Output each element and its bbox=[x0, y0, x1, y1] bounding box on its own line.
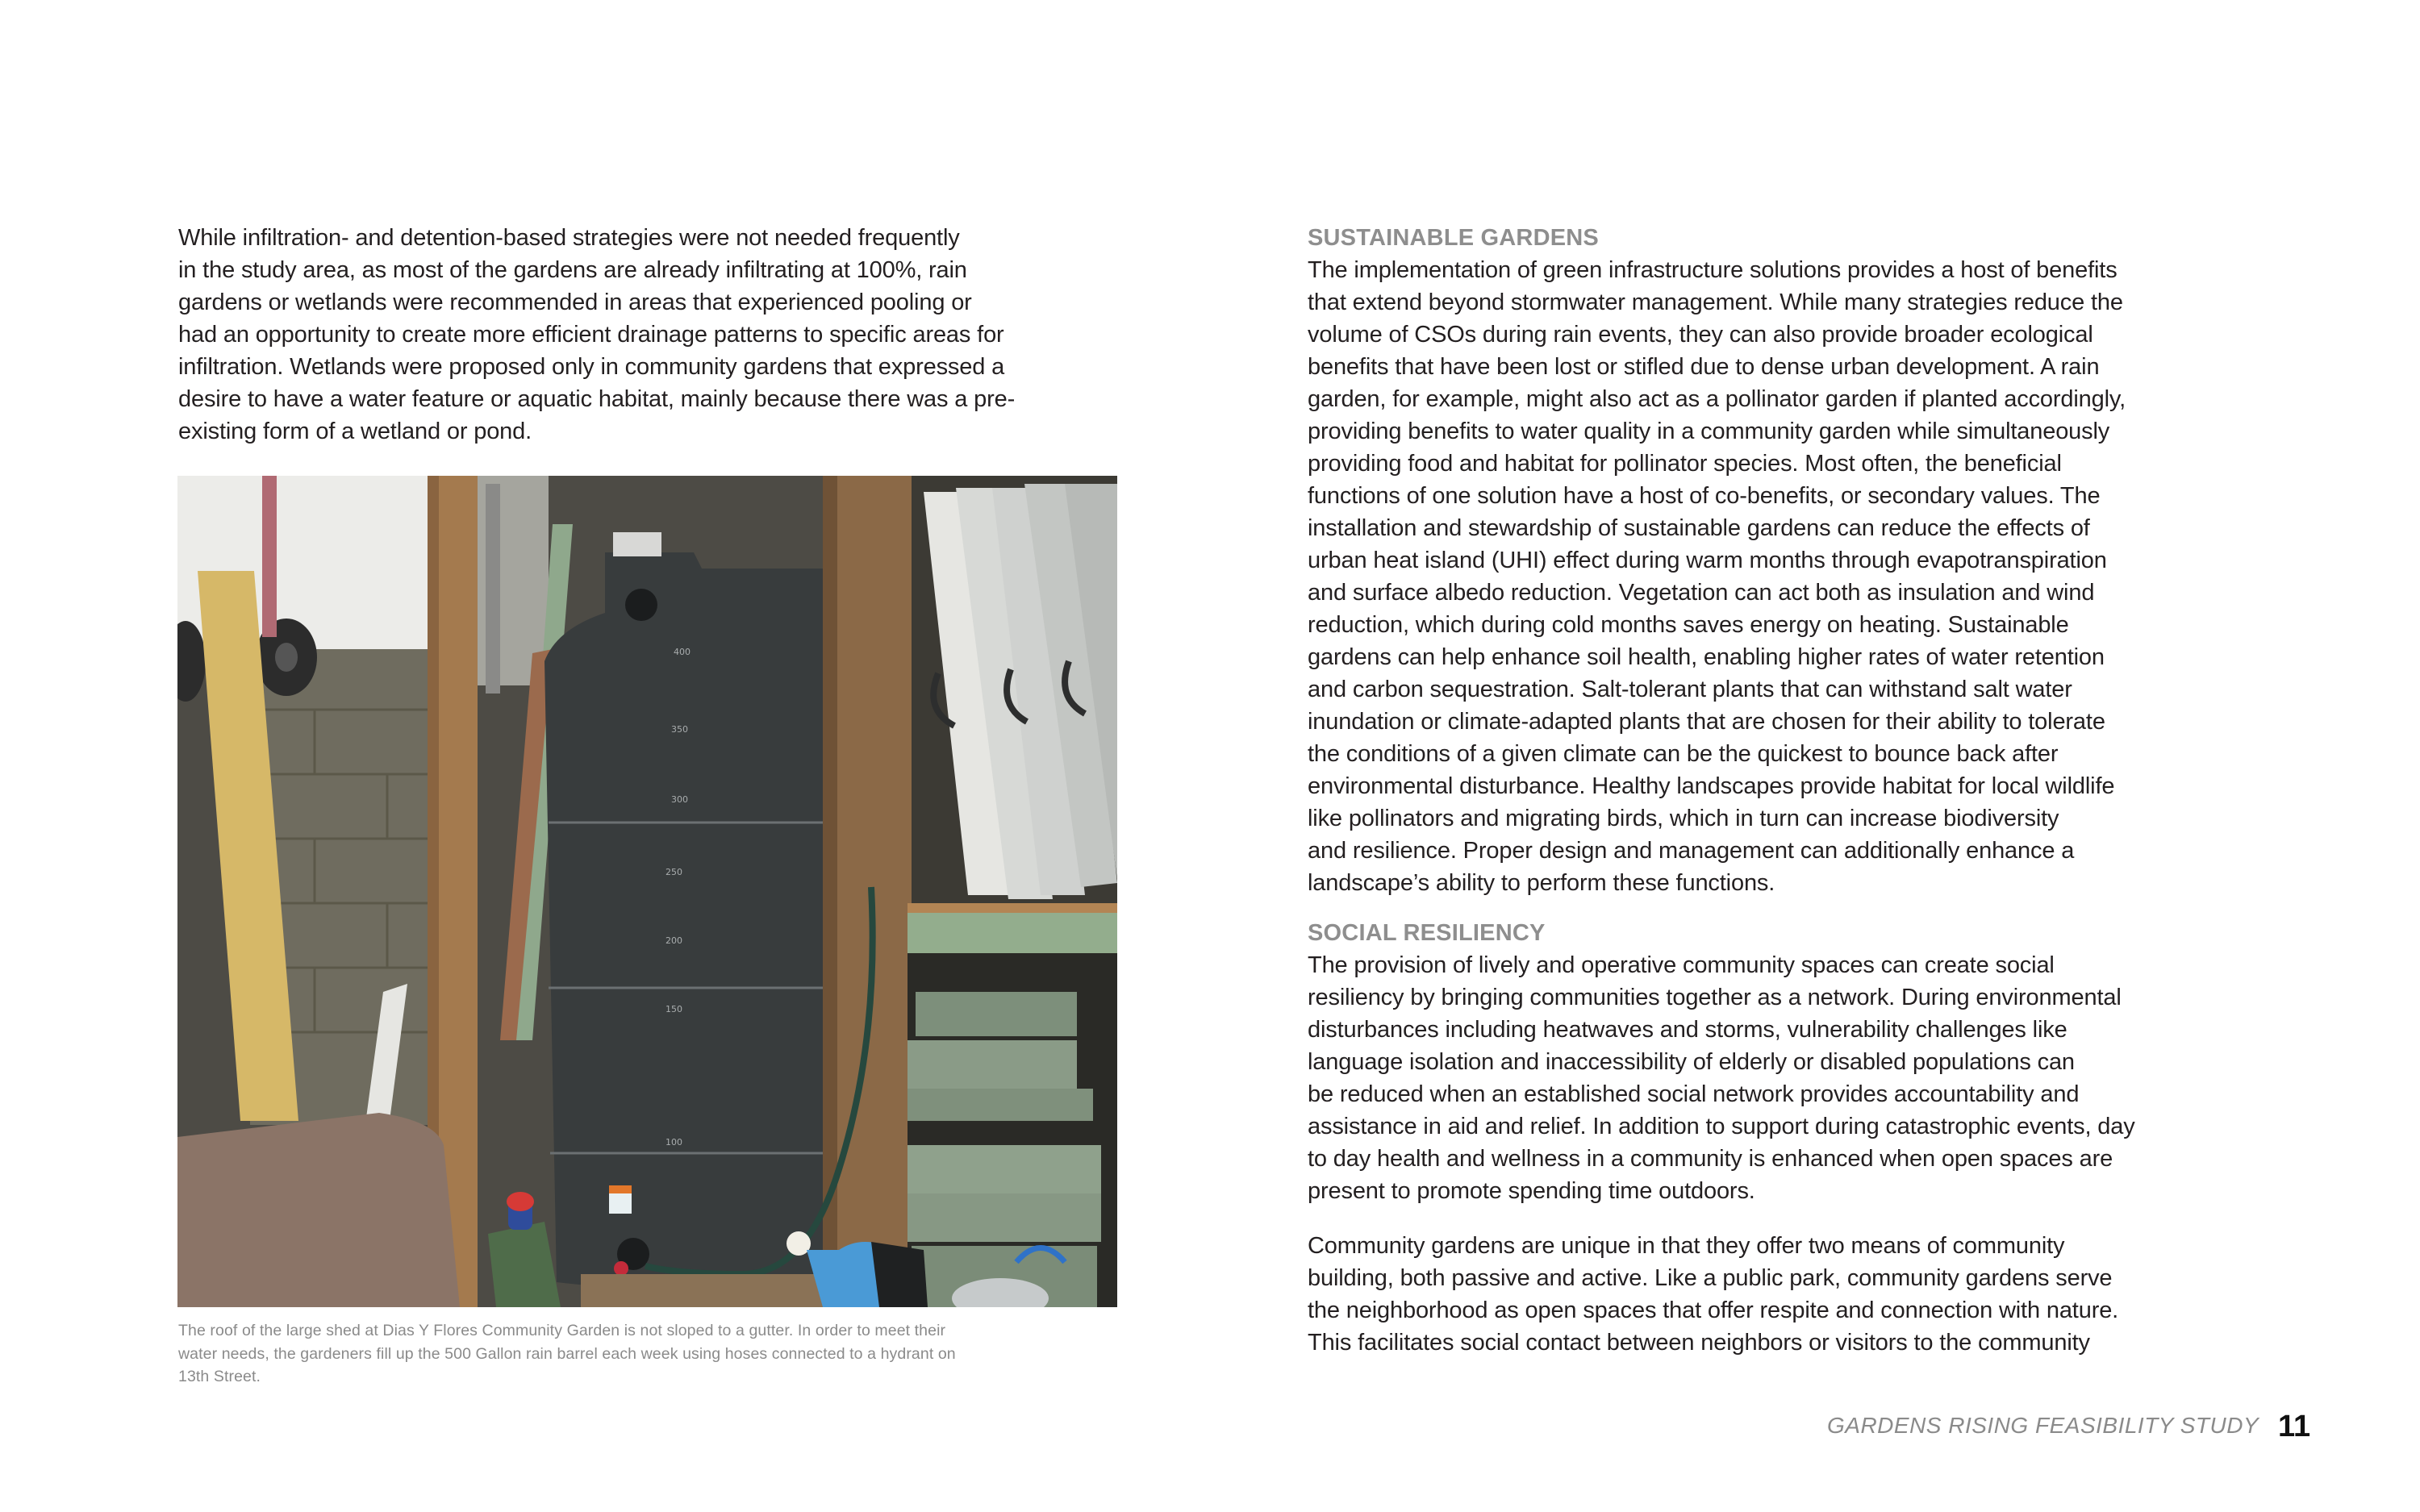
strap bbox=[262, 476, 277, 637]
text-line: landscape’s ability to perform these functions. bbox=[1308, 870, 1775, 896]
caption-line: water needs, the gardeners fill up the 500 Gallon rain barrel each week using hoses connected to a hydrant on bbox=[178, 1344, 956, 1363]
green-crates bbox=[908, 953, 1117, 1307]
text-line: environmental disturbance. Healthy landscapes provide habitat for local wildlife bbox=[1308, 773, 2115, 799]
paragraph bbox=[1308, 254, 2292, 899]
text-line: existing form of a wetland or pond. bbox=[178, 419, 532, 444]
text-line: urban heat island (UHI) effect during warm months through evapotranspiration bbox=[1308, 548, 2107, 573]
tank-marking: 100 bbox=[666, 1137, 682, 1148]
tank-marking: 250 bbox=[666, 867, 682, 877]
shelf-board bbox=[908, 903, 1117, 913]
text-line: and resilience. Proper design and management can additionally enhance a bbox=[1308, 838, 2075, 864]
text-line: and carbon sequestration. Salt-tolerant plants that can withstand salt water bbox=[1308, 677, 2072, 702]
brown-tarp bbox=[177, 1113, 460, 1307]
pallet bbox=[581, 1274, 831, 1307]
photo-illustration bbox=[177, 476, 1117, 1307]
tank-port bbox=[625, 589, 657, 621]
text-line: providing food and habitat for pollinator species. Most often, the beneficial bbox=[1308, 451, 2062, 477]
text-line: the neighborhood as open spaces that offer respite and connection with nature. bbox=[1308, 1297, 2119, 1323]
photo-caption bbox=[178, 1319, 1130, 1389]
text-line: installation and stewardship of sustainable gardens can reduce the effects of bbox=[1308, 515, 2090, 541]
caption-line: 13th Street. bbox=[178, 1368, 261, 1385]
text-line: infiltration. Wetlands were proposed only in community gardens that expressed a bbox=[178, 354, 1005, 380]
text-line: resiliency by bringing communities together as a network. During environmental bbox=[1308, 985, 2122, 1010]
text-line: and surface albedo reduction. Vegetation can act both as insulation and wind bbox=[1308, 580, 2095, 606]
text-line: like pollinators and migrating birds, which in turn can increase biodiversity bbox=[1308, 806, 2059, 831]
footer-document-title: GARDENS RISING FEASIBILITY STUDY bbox=[1827, 1413, 2259, 1438]
text-line: had an opportunity to create more efficient drainage patterns to specific areas for bbox=[178, 322, 1004, 348]
text-line: This facilitates social contact between neighbors or visitors to the community bbox=[1308, 1330, 2090, 1356]
text-line: volume of CSOs during rain events, they can also provide broader ecological bbox=[1308, 322, 2093, 348]
section-social-resiliency bbox=[1308, 917, 2292, 1359]
intro-paragraph bbox=[178, 222, 1130, 448]
text-line: that extend beyond stormwater management. While many strategies reduce the bbox=[1308, 289, 2123, 315]
caption-line: The roof of the large shed at Dias Y Flores Community Garden is not sloped to a gutter. In order to meet their bbox=[178, 1322, 946, 1339]
text-line: the conditions of a given climate can be the quickest to bounce back after bbox=[1308, 741, 2059, 767]
section-heading: SOCIAL RESILIENCY bbox=[1308, 920, 1546, 946]
text-line: providing benefits to water quality in a community garden while simultaneously bbox=[1308, 419, 2110, 444]
text-line: gardens can help enhance soil health, enabling higher rates of water retention bbox=[1308, 644, 2105, 670]
conduit-pipe bbox=[486, 484, 500, 694]
text-line: be reduced when an established social network provides accountability and bbox=[1308, 1081, 2080, 1107]
paragraph bbox=[1308, 1230, 2292, 1359]
green-shelf-beam bbox=[908, 913, 1117, 953]
text-line: While infiltration- and detention-based strategies were not needed frequently bbox=[178, 225, 960, 251]
text-line: functions of one solution have a host of co-benefits, or secondary values. The bbox=[1308, 483, 2101, 509]
text-line: to day health and wellness in a community is enhanced when open spaces are bbox=[1308, 1146, 2113, 1172]
text-line: building, both passive and active. Like a public park, community gardens serve bbox=[1308, 1265, 2113, 1291]
text-line: The provision of lively and operative community spaces can create social bbox=[1308, 952, 2055, 978]
page-number: 11 bbox=[2278, 1410, 2311, 1443]
text-line: language isolation and inaccessibility of elderly or disabled populations can bbox=[1308, 1049, 2075, 1075]
valve-handle bbox=[614, 1261, 628, 1276]
text-line: assistance in aid and relief. In addition to support during catastrophic events, day bbox=[1308, 1114, 2135, 1139]
text-line: garden, for example, might also act as a pollinator garden if planted accordingly, bbox=[1308, 386, 2126, 412]
text-line: present to promote spending time outdoors. bbox=[1308, 1178, 1755, 1204]
folding-tables bbox=[912, 476, 1117, 911]
black-watering-can bbox=[871, 1242, 928, 1307]
tank-marking: 300 bbox=[671, 794, 688, 805]
rain-barrel-tank bbox=[544, 532, 827, 1290]
tank-marking: 150 bbox=[666, 1004, 682, 1014]
ball bbox=[786, 1231, 811, 1256]
tank-marking: 350 bbox=[671, 724, 688, 735]
text-line: in the study area, as most of the gardens are already infiltrating at 100%, rain bbox=[178, 257, 967, 283]
tank-marking: 200 bbox=[666, 935, 682, 946]
text-line: inundation or climate-adapted plants that are chosen for their ability to tolerate bbox=[1308, 709, 2105, 735]
text-line: desire to have a water feature or aquatic habitat, mainly because there was a pre- bbox=[178, 386, 1016, 412]
text-line: Community gardens are unique in that they offer two means of community bbox=[1308, 1233, 2065, 1259]
tank-inlet-pipe bbox=[613, 532, 661, 556]
text-line: reduction, which during cold months saves energy on heating. Sustainable bbox=[1308, 612, 2069, 638]
text-line: The implementation of green infrastructure solutions provides a host of benefits bbox=[1308, 257, 2118, 283]
section-sustainable-gardens bbox=[1308, 222, 2292, 899]
text-line: disturbances including heatwaves and storms, vulnerability challenges like bbox=[1308, 1017, 2067, 1043]
paragraph bbox=[1308, 949, 2292, 1207]
text-line: gardens or wetlands were recommended in areas that experienced pooling or bbox=[178, 289, 972, 315]
text-line: benefits that have been lost or stifled due to dense urban development. A rain bbox=[1308, 354, 2100, 380]
rain-barrel-photo bbox=[177, 476, 1117, 1307]
tank-marking: 400 bbox=[674, 647, 691, 657]
right-column bbox=[1308, 222, 2292, 1359]
section-heading: SUSTAINABLE GARDENS bbox=[1308, 225, 1599, 251]
